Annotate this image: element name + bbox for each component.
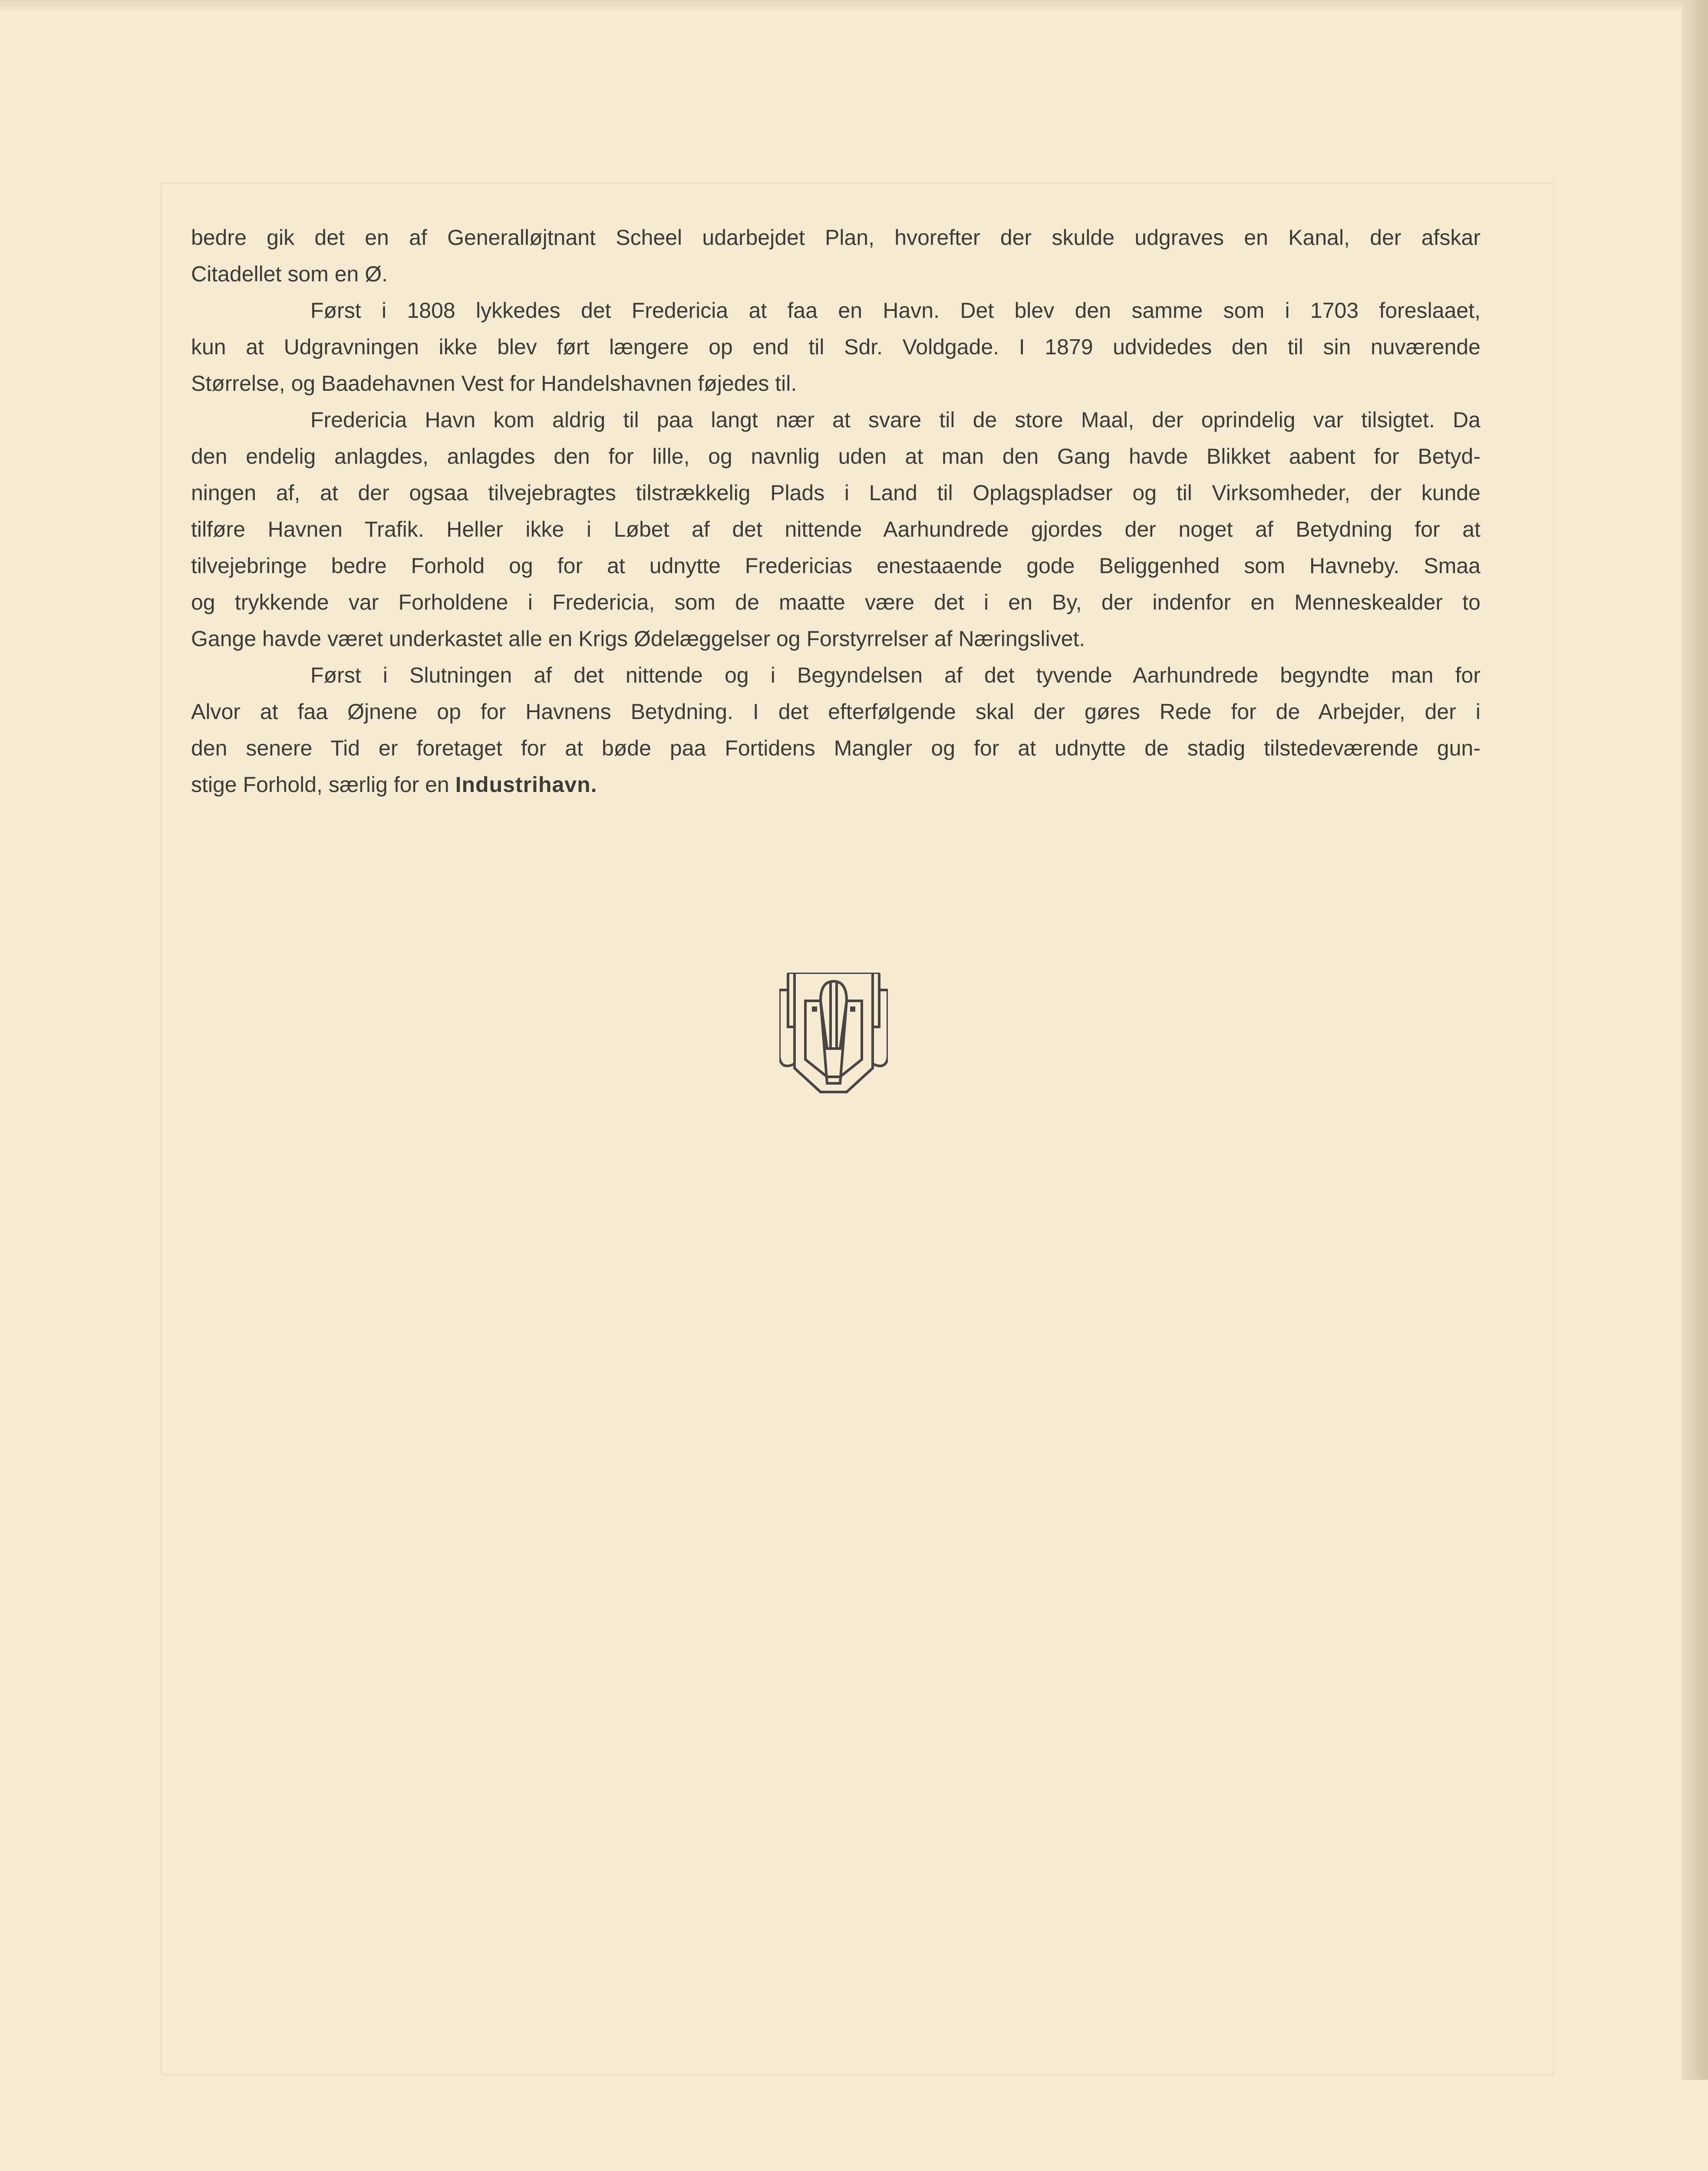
text-line: [191, 766, 1480, 803]
emphasis-industrihavn: Industrihavn.: [455, 772, 597, 797]
paragraph-2: [191, 292, 1480, 402]
text-line: Gange havde været underkastet alle en Krigs Ødelæggelser og Forstyrrelser af Næringslivet.: [191, 627, 1085, 651]
text-line: Fredericia Havn kom aldrig til paa langt nær at svare til de store Maal, der oprindelig var tilsigtet. Da: [310, 408, 1480, 432]
text-line: Størrelse, og Baadehavnen Vest for Handelshavnen føjedes til.: [191, 371, 797, 396]
text-line: tilføre Havnen Trafik. Heller ikke i Løbet af det nittende Aarhundrede gjordes der noget af Betydning for at: [191, 517, 1480, 541]
page-top-edge: [0, 0, 1708, 13]
text-line: den senere Tid er foretaget for at bøde paa Fortidens Mangler og for at udnytte de stadig tilstedeværende gun-: [191, 736, 1480, 760]
page-right-edge: [1682, 0, 1708, 2080]
text-line: den endelig anlagdes, anlagdes den for lille, og navnlig uden at man den Gang havde Blikket aabent for Betyd-: [191, 444, 1480, 469]
text-line: Alvor at faa Øjnene op for Havnens Betydning. I det efterfølgende skal der gøres Rede for de Arbejder, der i: [191, 699, 1480, 724]
body-text: [191, 219, 1480, 803]
text-segment: stige Forhold, særlig for en: [191, 772, 455, 797]
text-line: ningen af, at der ogsaa tilvejebragtes tilstrækkelig Plads i Land til Oplagspladser og til Virksomheder, der kunde: [191, 481, 1480, 505]
paragraph-1: [191, 219, 1480, 292]
text-line: tilvejebringe bedre Forhold og for at udnytte Fredericias enestaaende gode Beliggenhed som Havneby. Smaa: [191, 554, 1480, 578]
text-line: Citadellet som en Ø.: [191, 262, 388, 286]
text-line: og trykkende var Forholdene i Fredericia, som de maatte være det i en By, der indenfor en Menneskealder to: [191, 590, 1480, 614]
text-line: bedre gik det en af Generalløjtnant Scheel udarbejdet Plan, hvorefter der skulde udgraves en Kanal, der afskar: [191, 225, 1480, 250]
text-line: kun at Udgravningen ikke blev ført længere op end til Sdr. Voldgade. I 1879 udvidedes den til sin nuværende: [191, 335, 1480, 359]
paragraph-4: [191, 657, 1480, 803]
paragraph-3: [191, 402, 1480, 657]
text-line: Først i Slutningen af det nittende og i Begyndelsen af det tyvende Aarhundrede begyndte man for: [310, 663, 1480, 687]
shield-emblem-icon: [779, 973, 888, 1096]
text-line: Først i 1808 lykkedes det Fredericia at faa en Havn. Det blev den samme som i 1703 foreslaaet,: [310, 298, 1480, 323]
